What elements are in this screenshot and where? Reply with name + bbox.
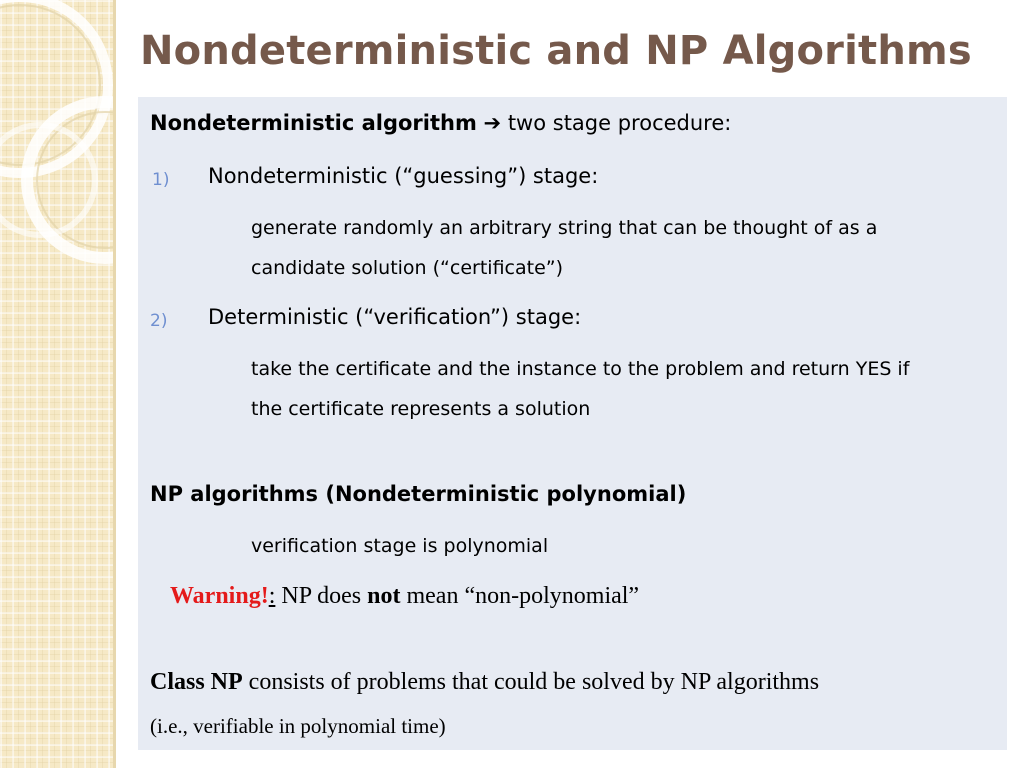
- stage-2-heading: Deterministic (“verification”) stage:: [208, 305, 582, 329]
- arrow-icon: ➔: [483, 111, 502, 135]
- warning-text-1: NP does: [275, 583, 368, 609]
- np-heading-text: NP algorithms (Nondeterministic polynomial): [150, 482, 687, 506]
- stage-1-detail-line-1: generate randomly an arbitrary string that can be thought of as a: [251, 217, 878, 239]
- stage-1-heading: Nondeterministic (“guessing”) stage:: [208, 164, 599, 188]
- class-np-rest: consists of problems that could be solved by NP algorithms: [242, 669, 820, 695]
- class-np-line: [150, 669, 819, 696]
- warning-label: Warning!: [170, 583, 269, 609]
- slide-title: Nondeterministic and NP Algorithms: [140, 28, 972, 74]
- warning-colon: :: [268, 583, 276, 609]
- stage-1-detail-line-2: candidate solution (“certificate”): [251, 257, 564, 279]
- content-box: [138, 97, 1007, 750]
- warning-text-2: mean “non-polynomial”: [400, 583, 640, 609]
- np-heading: [150, 482, 686, 506]
- sidebar-divider: [113, 0, 116, 768]
- list-number-1: 1): [152, 170, 170, 190]
- intro-rest: two stage procedure:: [501, 111, 732, 135]
- intro-bold: Nondeterministic algorithm: [150, 111, 477, 135]
- warning-line: [170, 583, 639, 610]
- intro-line: [150, 111, 731, 135]
- np-detail: verification stage is polynomial: [251, 535, 549, 557]
- class-np-line-2: (i.e., verifiable in polynomial time): [150, 714, 446, 738]
- stage-2-detail-line-1: take the certificate and the instance to the problem and return YES if: [251, 358, 910, 380]
- class-np-bold: Class NP: [150, 669, 243, 695]
- decorative-sidebar: [0, 0, 113, 768]
- warning-not: not: [367, 583, 401, 609]
- list-number-2: 2): [150, 311, 168, 331]
- decorative-rings-graphic: [0, 0, 113, 340]
- stage-2-detail-line-2: the certificate represents a solution: [251, 398, 591, 420]
